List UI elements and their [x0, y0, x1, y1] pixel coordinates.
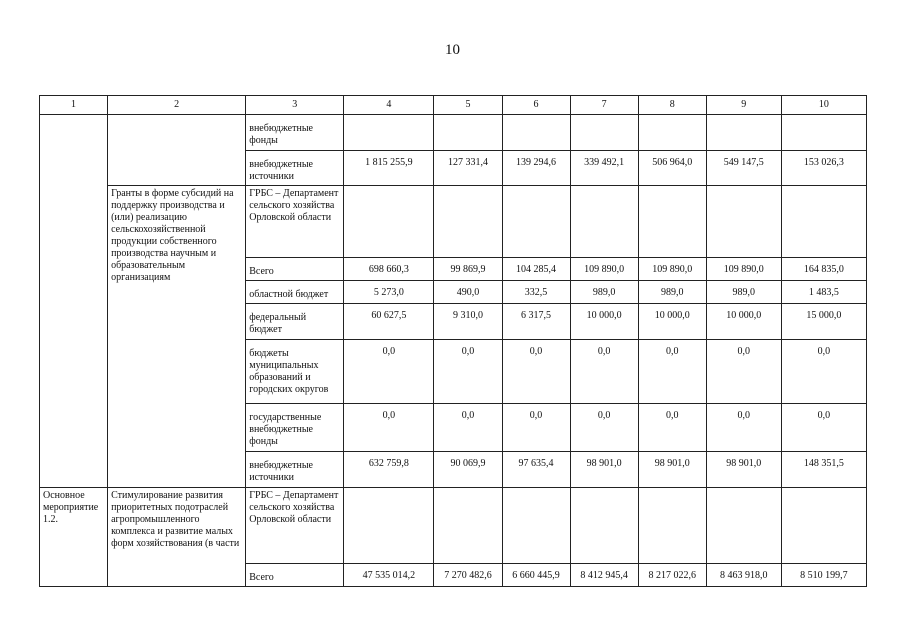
value-cell: 15 000,0 [781, 304, 866, 340]
value-cell: 989,0 [638, 281, 706, 304]
column-header: 1 [40, 96, 108, 115]
value-cell: 0,0 [344, 404, 434, 452]
empty-cell [570, 186, 638, 258]
page-number: 10 [445, 42, 460, 58]
value-cell: 127 331,4 [434, 151, 502, 186]
source-cell: государственные внебюджетные фонды [246, 404, 344, 452]
value-cell: 0,0 [781, 404, 866, 452]
value-cell: 698 660,3 [344, 258, 434, 281]
value-cell: 97 635,4 [502, 452, 570, 488]
value-cell: 549 147,5 [706, 151, 781, 186]
event-cell: Стимулирование развития приоритетных подотраслей агропромышленного комплекса и развитие малых форм хозяйствования (в части [108, 488, 246, 587]
value-cell [570, 115, 638, 151]
value-cell: 109 890,0 [570, 258, 638, 281]
value-cell: 0,0 [638, 340, 706, 404]
column-header-row [40, 96, 867, 115]
source-cell: Всего [246, 564, 344, 587]
empty-cell [434, 488, 502, 564]
value-cell: 8 510 199,7 [781, 564, 866, 587]
value-cell: 506 964,0 [638, 151, 706, 186]
source-cell: Всего [246, 258, 344, 281]
value-cell: 0,0 [344, 340, 434, 404]
value-cell: 10 000,0 [706, 304, 781, 340]
value-cell: 10 000,0 [570, 304, 638, 340]
column-header: 8 [638, 96, 706, 115]
value-cell [434, 115, 502, 151]
empty-cell [781, 488, 866, 564]
value-cell: 98 901,0 [638, 452, 706, 488]
value-cell: 332,5 [502, 281, 570, 304]
value-cell: 0,0 [434, 340, 502, 404]
value-cell: 0,0 [570, 404, 638, 452]
value-cell: 339 492,1 [570, 151, 638, 186]
value-cell: 99 869,9 [434, 258, 502, 281]
value-cell: 164 835,0 [781, 258, 866, 281]
empty-cell [638, 488, 706, 564]
value-cell: 109 890,0 [638, 258, 706, 281]
empty-cell [502, 488, 570, 564]
value-cell: 1 815 255,9 [344, 151, 434, 186]
value-cell: 0,0 [502, 404, 570, 452]
source-cell: федеральный бюджет [246, 304, 344, 340]
empty-cell [434, 186, 502, 258]
column-header: 10 [781, 96, 866, 115]
value-cell: 0,0 [706, 340, 781, 404]
value-cell: 0,0 [781, 340, 866, 404]
value-cell: 90 069,9 [434, 452, 502, 488]
empty-cell [502, 186, 570, 258]
value-cell: 989,0 [706, 281, 781, 304]
value-cell: 9 310,0 [434, 304, 502, 340]
value-cell: 0,0 [434, 404, 502, 452]
value-cell: 47 535 014,2 [344, 564, 434, 587]
empty-cell [706, 488, 781, 564]
column-header: 7 [570, 96, 638, 115]
column-header: 5 [434, 96, 502, 115]
table-row [40, 488, 867, 564]
column-header: 3 [246, 96, 344, 115]
source-cell: внебюджетные фонды [246, 115, 344, 151]
event-cell: Гранты в форме субсидий на поддержку производства и (или) реализацию сельскохозяйственной продукции собственного производства научным и образовательным организациям [108, 186, 246, 488]
value-cell: 10 000,0 [638, 304, 706, 340]
value-cell: 8 412 945,4 [570, 564, 638, 587]
value-cell: 7 270 482,6 [434, 564, 502, 587]
column-header: 6 [502, 96, 570, 115]
value-cell: 60 627,5 [344, 304, 434, 340]
column-header: 2 [108, 96, 246, 115]
source-cell: областной бюджет [246, 281, 344, 304]
grbs-cell: ГРБС – Департамент сельского хозяйства Орловской области [246, 186, 344, 258]
grbs-cell: ГРБС – Департамент сельского хозяйства Орловской области [246, 488, 344, 564]
value-cell: 98 901,0 [570, 452, 638, 488]
value-cell [638, 115, 706, 151]
value-cell: 5 273,0 [344, 281, 434, 304]
value-cell: 6 660 445,9 [502, 564, 570, 587]
source-cell: внебюджетные источники [246, 151, 344, 186]
table-row [40, 186, 867, 258]
value-cell: 8 463 918,0 [706, 564, 781, 587]
value-cell: 989,0 [570, 281, 638, 304]
value-cell: 104 285,4 [502, 258, 570, 281]
empty-cell [638, 186, 706, 258]
column-header: 4 [344, 96, 434, 115]
value-cell: 6 317,5 [502, 304, 570, 340]
value-cell: 139 294,6 [502, 151, 570, 186]
value-cell [344, 115, 434, 151]
empty-cell [344, 186, 434, 258]
value-cell: 1 483,5 [781, 281, 866, 304]
budget-table [39, 95, 867, 587]
value-cell: 98 901,0 [706, 452, 781, 488]
value-cell: 0,0 [638, 404, 706, 452]
value-cell [781, 115, 866, 151]
value-cell: 0,0 [706, 404, 781, 452]
empty-cell [344, 488, 434, 564]
empty-cell [781, 186, 866, 258]
value-cell: 0,0 [570, 340, 638, 404]
value-cell: 490,0 [434, 281, 502, 304]
value-cell: 153 026,3 [781, 151, 866, 186]
table-row [40, 115, 867, 151]
code-cell [40, 115, 108, 488]
column-header: 9 [706, 96, 781, 115]
value-cell: 632 759,8 [344, 452, 434, 488]
value-cell: 148 351,5 [781, 452, 866, 488]
value-cell: 8 217 022,6 [638, 564, 706, 587]
source-cell: внебюджетные источники [246, 452, 344, 488]
value-cell [706, 115, 781, 151]
event-cell [108, 115, 246, 186]
value-cell: 0,0 [502, 340, 570, 404]
value-cell [502, 115, 570, 151]
empty-cell [706, 186, 781, 258]
source-cell: бюджеты муниципальных образований и городских округов [246, 340, 344, 404]
empty-cell [570, 488, 638, 564]
value-cell: 109 890,0 [706, 258, 781, 281]
code-cell: Основное мероприятие 1.2. [40, 488, 108, 587]
